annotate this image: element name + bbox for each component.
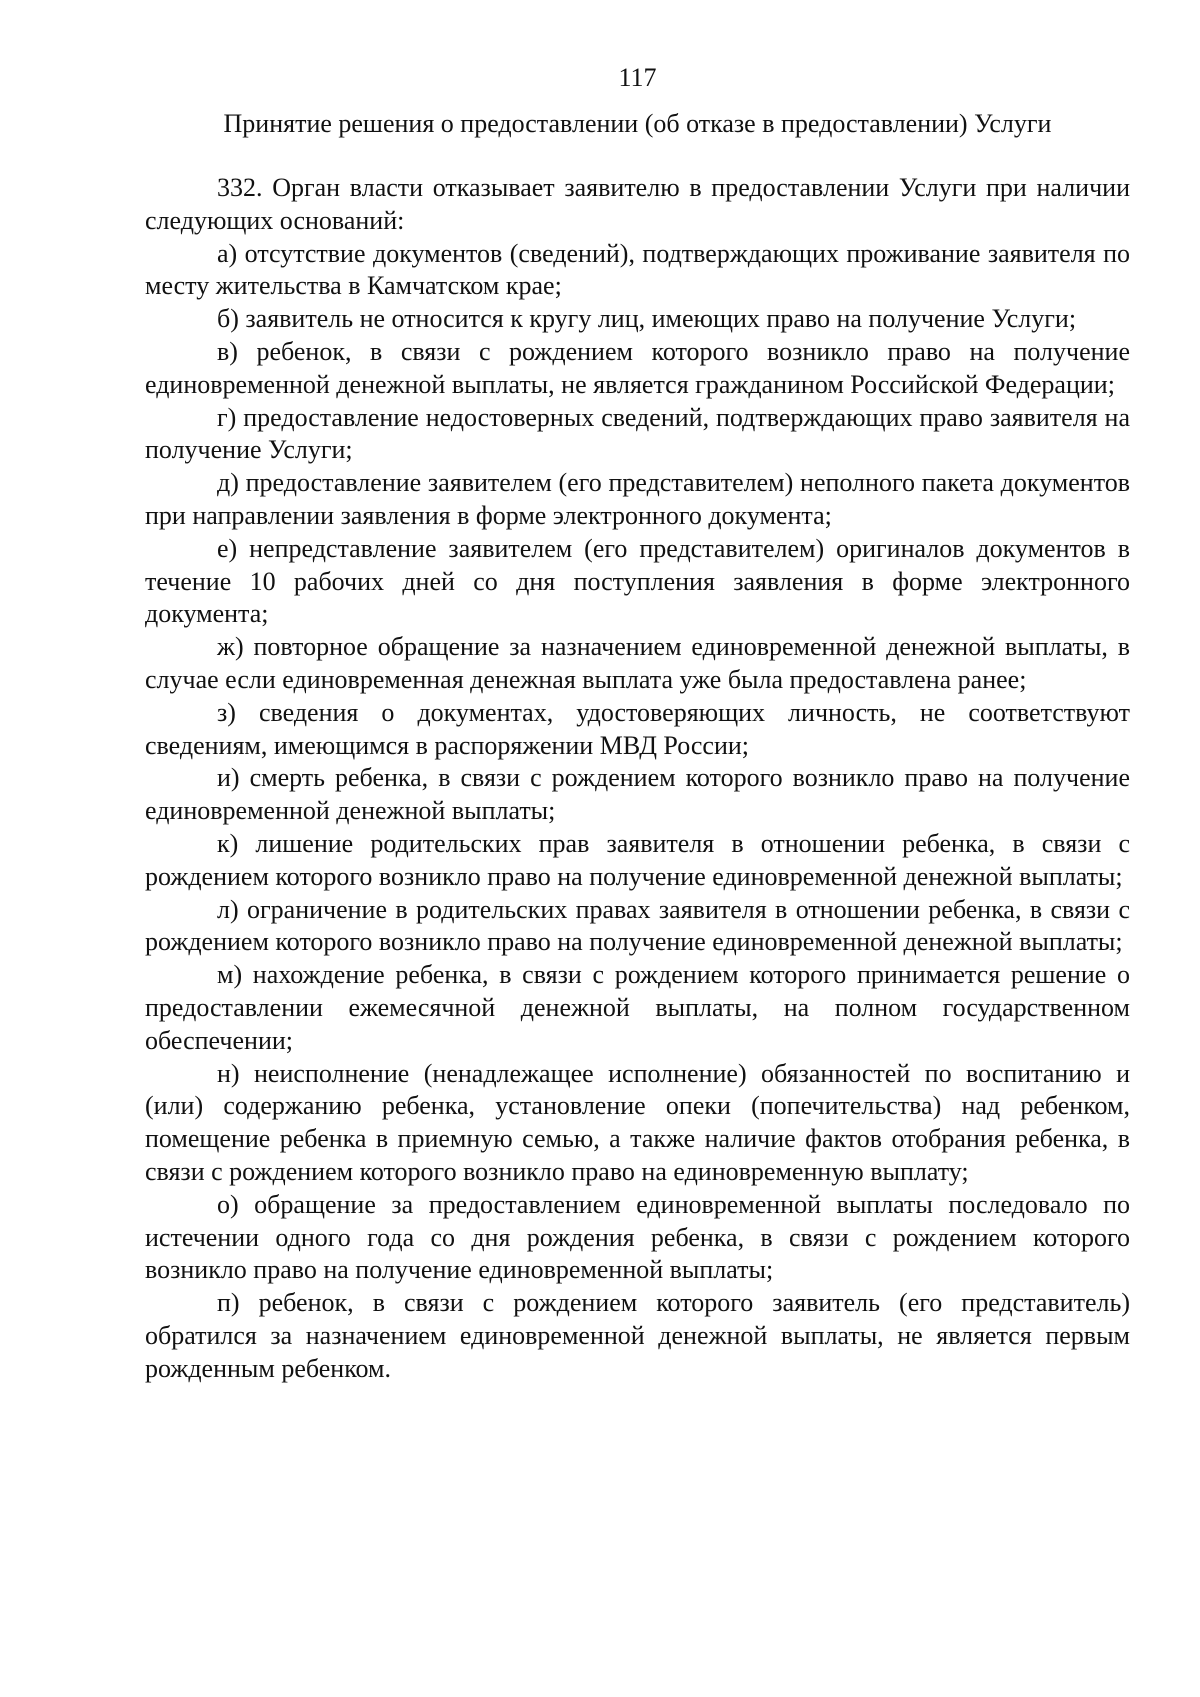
paragraph-item-i: и) смерть ребенка, в связи с рождением которого возникло право на получение единовременной денежной выплаты;	[145, 763, 1130, 826]
page-number: 117	[618, 63, 657, 92]
paragraph-item-m: м) нахождение ребенка, в связи с рождением которого принимается решение о предоставлении ежемесячной денежной выплаты, на полном государственном обеспечении;	[145, 960, 1130, 1055]
section-title: Принятие решения о предоставлении (об отказе в предоставлении) Услуги	[223, 109, 1052, 138]
paragraph-item-a: а) отсутствие документов (сведений), подтверждающих проживание заявителя по месту жительства в Камчатском крае;	[145, 238, 1130, 301]
paragraph-item-p: п) ребенок, в связи с рождением которого заявитель (его представитель) обратился за назначением единовременной денежной выплаты, не является первым рожденным ребенком.	[145, 1288, 1130, 1383]
paragraph-item-l: л) ограничение в родительских правах заявителя в отношении ребенка, в связи с рождением которого возникло право на получение единовременной денежной выплаты;	[145, 894, 1130, 957]
paragraph-item-z: з) сведения о документах, удостоверяющих личность, не соответствуют сведениям, имеющимся в распоряжении МВД России;	[145, 697, 1130, 760]
document-page	[145, 62, 1130, 1385]
paragraph-item-k: к) лишение родительских прав заявителя в отношении ребенка, в связи с рождением которого возникло право на получение единовременной денежной выплаты;	[145, 828, 1130, 891]
paragraph-item-g: г) предоставление недостоверных сведений, подтверждающих право заявителя на получение Услуги;	[145, 402, 1130, 465]
paragraph-item-v: в) ребенок, в связи с рождением которого возникло право на получение единовременной денежной выплаты, не является гражданином Российской Федерации;	[145, 336, 1130, 399]
paragraph-item-n: н) неисполнение (ненадлежащее исполнение) обязанностей по воспитанию и (или) содержанию ребенка, установление опеки (попечительства) над ребенком, помещение ребенка в приемную семью, а также наличие фактов отобрания ребенка, в связи с рождением которого возникло право на единовременную выплату;	[145, 1058, 1130, 1186]
paragraph-item-d: д) предоставление заявителем (его представителем) неполного пакета документов при направлении заявления в форме электронного документа;	[145, 468, 1130, 530]
paragraph-item-zh: ж) повторное обращение за назначением единовременной денежной выплаты, в случае если единовременная денежная выплата уже была предоставлена ранее;	[145, 632, 1130, 694]
paragraph-332-intro: 332. Орган власти отказывает заявителю в предоставлении Услуги при наличии следующих оснований:	[145, 173, 1130, 235]
paragraph-item-o: о) обращение за предоставлением единовременной выплаты последовало по истечении одного года со дня рождения ребенка, в связи с рождением которого возникло право на получение единовременной выплаты;	[145, 1189, 1130, 1285]
paragraph-item-e: е) непредставление заявителем (его представителем) оригиналов документов в течение 10 рабочих дней со дня поступления заявления в форме электронного документа;	[145, 533, 1130, 629]
paragraph-item-b: б) заявитель не относится к кругу лиц, имеющих право на получение Услуги;	[217, 304, 1077, 334]
